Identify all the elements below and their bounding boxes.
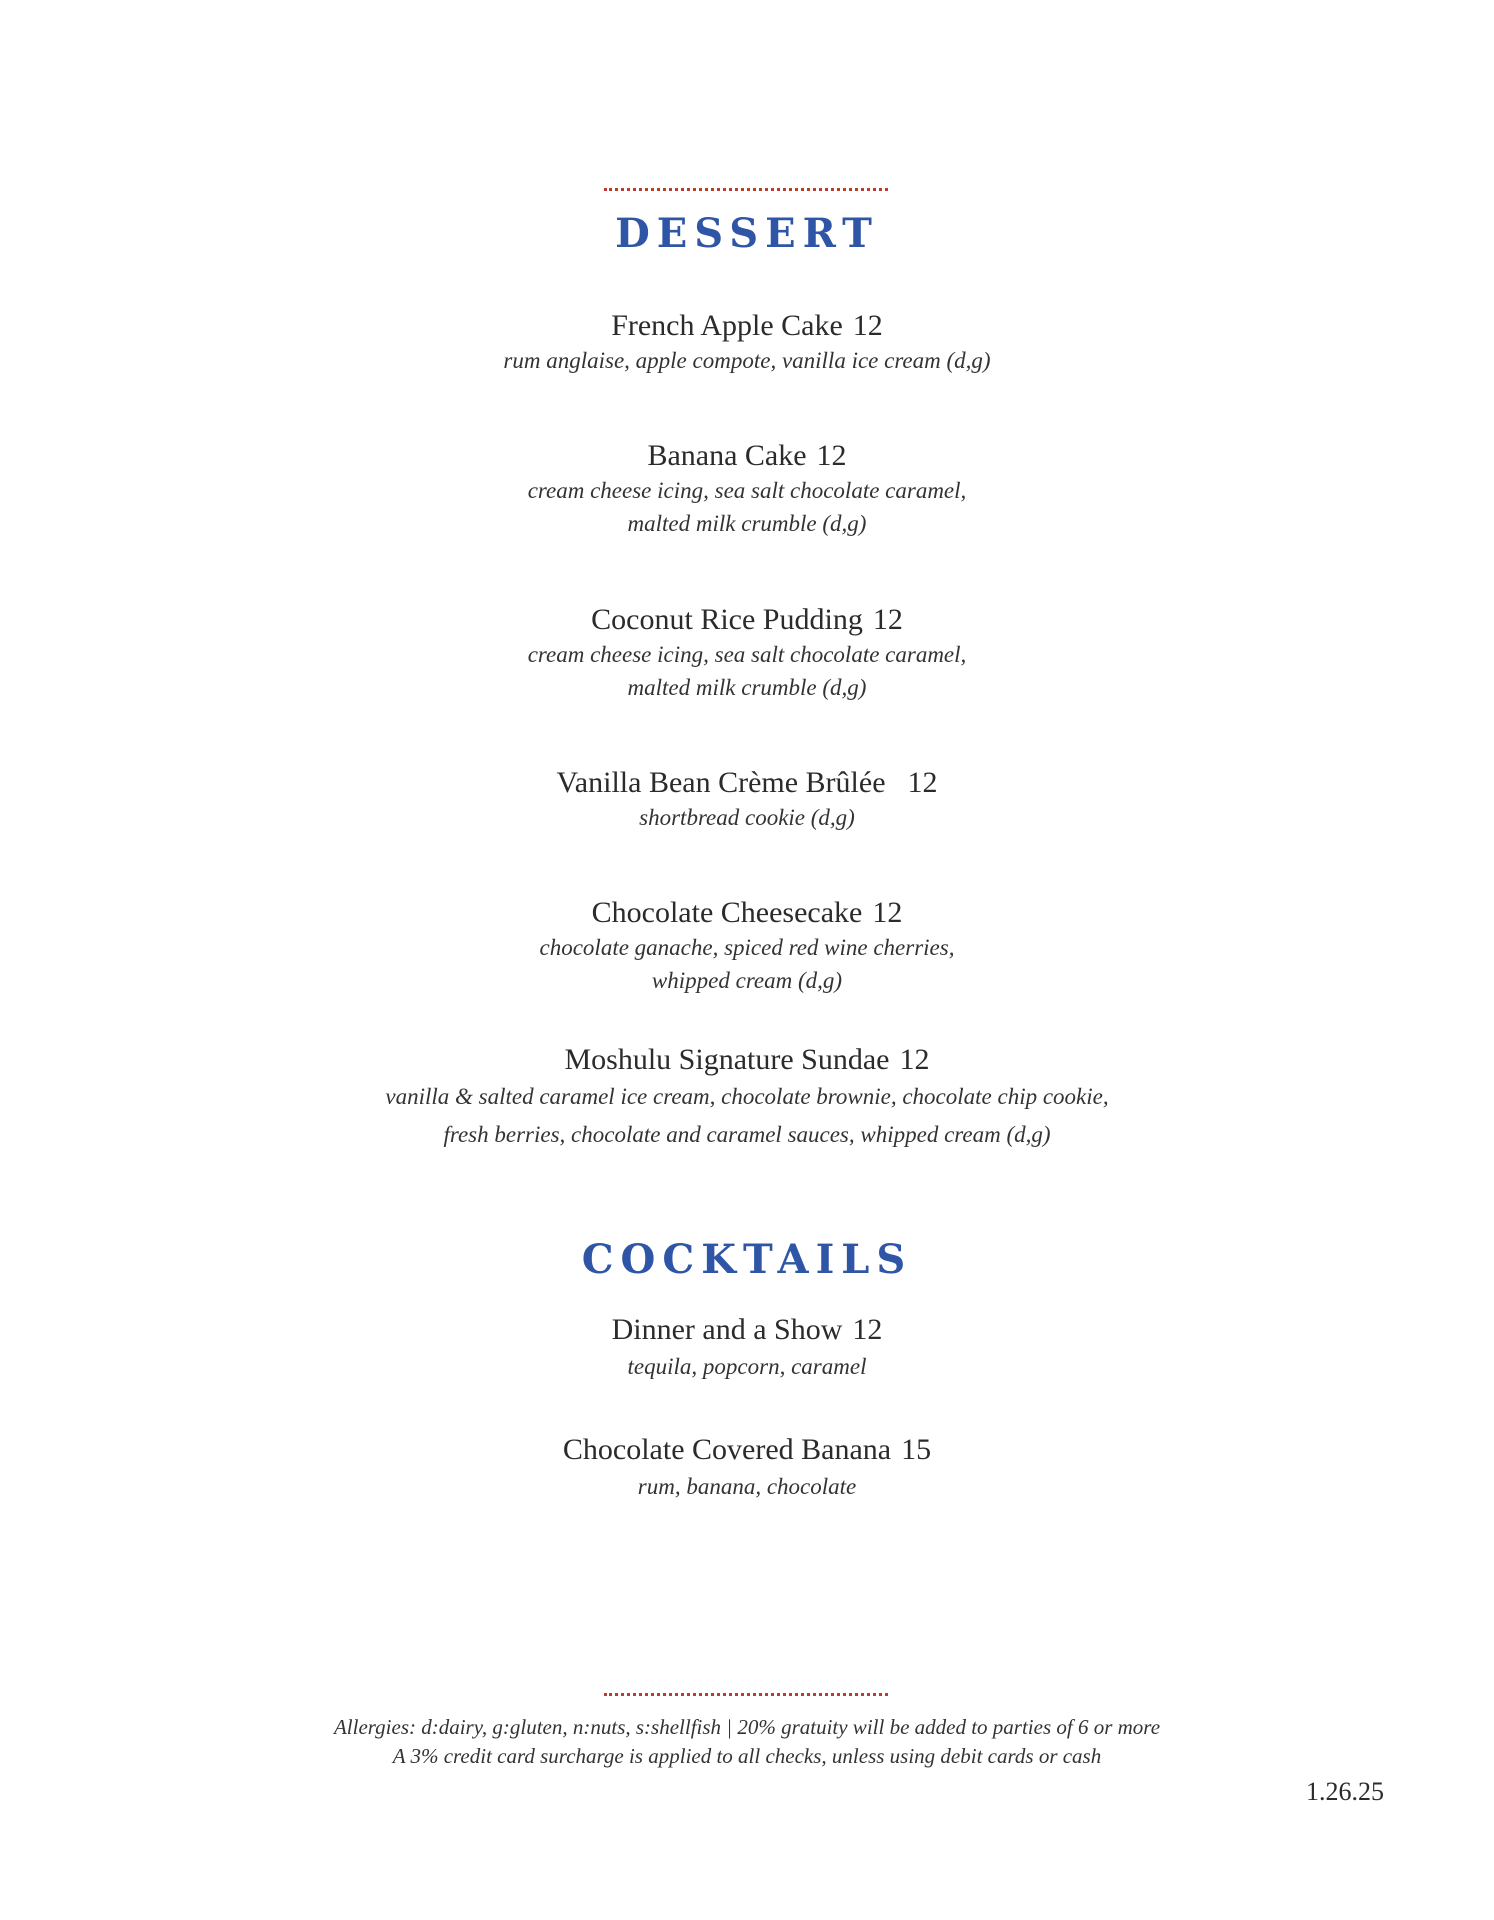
item-name: Coconut Rice Pudding <box>591 603 863 636</box>
menu-item-french-apple-cake <box>0 308 1494 377</box>
item-description: whipped cream (d,g) <box>651 968 843 993</box>
item-description: cream cheese icing, sea salt chocolate caramel, <box>527 642 967 667</box>
item-name-line <box>0 1432 1494 1468</box>
item-name: Chocolate Cheesecake <box>591 896 863 929</box>
surcharge-note: A 3% credit card surcharge is applied to all checks, unless using debit cards or cash <box>392 1744 1102 1768</box>
item-name: French Apple Cake <box>611 309 843 342</box>
menu-item-signature-sundae <box>0 1042 1494 1154</box>
item-description: malted milk crumble (d,g) <box>627 511 867 536</box>
item-price: 15 <box>901 1433 932 1466</box>
item-name: Moshulu Signature Sundae <box>564 1043 890 1076</box>
item-name-line <box>0 602 1494 638</box>
item-description: malted milk crumble (d,g) <box>627 675 867 700</box>
item-name: Banana Cake <box>647 439 807 472</box>
bottom-dotted-divider <box>604 1693 888 1696</box>
menu-item-dinner-and-a-show <box>0 1312 1494 1386</box>
item-name-line <box>0 1042 1494 1078</box>
item-name-line <box>0 308 1494 344</box>
item-name-line <box>0 1312 1494 1348</box>
item-name: Dinner and a Show <box>611 1313 843 1346</box>
menu-item-coconut-rice-pudding <box>0 602 1494 704</box>
menu-item-chocolate-cheesecake <box>0 895 1494 997</box>
item-name-line <box>0 765 1494 801</box>
item-name-line <box>0 895 1494 931</box>
menu-date: 1.26.25 <box>1306 1777 1384 1806</box>
item-description: rum anglaise, apple compote, vanilla ice cream (d,g) <box>503 348 991 373</box>
item-description: fresh berries, chocolate and caramel sauces, whipped cream (d,g) <box>443 1122 1051 1147</box>
item-price: 12 <box>852 309 883 342</box>
item-name-line <box>0 438 1494 474</box>
item-description: vanilla & salted caramel ice cream, chocolate brownie, chocolate chip cookie, <box>385 1084 1109 1109</box>
menu-item-chocolate-covered-banana <box>0 1432 1494 1506</box>
dessert-heading: DESSERT <box>615 210 879 257</box>
item-price: 12 <box>907 766 938 799</box>
item-description: chocolate ganache, spiced red wine cherries, <box>539 935 955 960</box>
menu-item-creme-brulee <box>0 765 1494 834</box>
item-price: 12 <box>899 1043 930 1076</box>
item-price: 12 <box>872 896 903 929</box>
item-description: shortbread cookie (d,g) <box>639 805 855 830</box>
item-description: rum, banana, chocolate <box>637 1474 857 1499</box>
item-price: 12 <box>872 603 903 636</box>
item-description: cream cheese icing, sea salt chocolate caramel, <box>527 478 967 503</box>
item-price: 12 <box>816 439 847 472</box>
item-description: tequila, popcorn, caramel <box>627 1354 867 1379</box>
footer-notes <box>0 1713 1494 1771</box>
cocktails-heading: COCKTAILS <box>581 1236 913 1283</box>
item-price: 12 <box>852 1313 883 1346</box>
item-name: Chocolate Covered Banana <box>562 1433 892 1466</box>
item-name: Vanilla Bean Crème Brûlée <box>556 766 886 799</box>
top-dotted-divider <box>604 188 888 191</box>
menu-item-banana-cake <box>0 438 1494 540</box>
allergy-gratuity-note: Allergies: d:dairy, g:gluten, n:nuts, s:shellfish | 20% gratuity will be added to parties of 6 or more <box>333 1715 1161 1739</box>
